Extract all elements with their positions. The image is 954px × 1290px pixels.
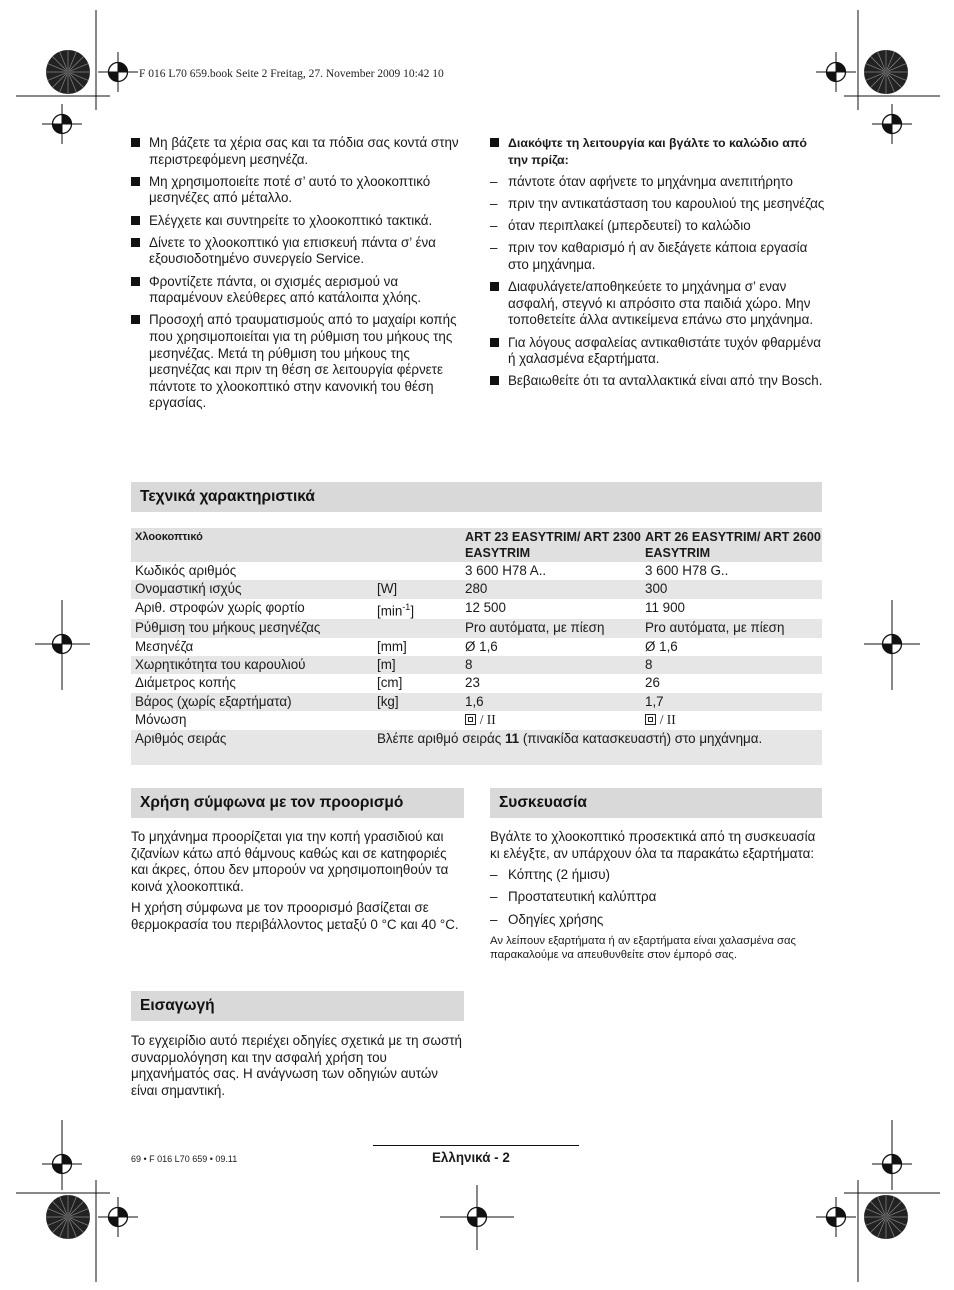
table-row: Κωδικός αριθμός 3 600 H78 A.. 3 600 H78 G.. xyxy=(135,563,729,578)
section-title-tech: Τεχνικά χαρακτηριστικά xyxy=(131,482,822,512)
square-bullet-icon xyxy=(490,282,499,291)
section-title-usage: Χρήση σύμφωνα με τον προορισμό xyxy=(131,788,464,818)
table-header-row xyxy=(131,528,822,562)
square-bullet-icon xyxy=(490,338,499,347)
dash-item: – Οδηγίες χρήσης xyxy=(490,911,604,927)
safety-list-left xyxy=(131,135,466,417)
table-row: Μεσηνέζα [mm] Ø 1,6 Ø 1,6 xyxy=(135,638,678,654)
footer-code: 69 • F 016 L70 659 • 09.11 xyxy=(131,1154,238,1164)
list-item: Για λόγους ασφαλείας αντικαθιστάτε τυχόν φθαρμένα ή χαλασμένα εξαρτήματα. xyxy=(490,335,825,368)
print-header: F 016 L70 659.book Seite 2 Freitag, 27. November 2009 10:42 10 xyxy=(139,68,444,80)
table-header-cell: Χλοοκοπτικό xyxy=(131,528,373,562)
table-row: Αριθμός σειράς Βλέπε αριθμό σειράς 11 (πινακίδα κατασκευαστή) στο μηχάνημα. xyxy=(131,730,822,765)
square-bullet-icon xyxy=(131,238,140,247)
square-bullet-icon xyxy=(490,138,499,147)
intro-text: Το εγχειρίδιο αυτό περιέχει οδηγίες σχετικά με τη σωστή συναρμολόγηση και την ασφαλή χρήση του μηχανήματός σας. Η ανάγνωση των οδηγιών αυτών είναι σημαντική. xyxy=(131,1033,462,1098)
dash-item: – Προστατευτική καλύπτρα xyxy=(490,889,657,905)
section-title-packaging: Συσκευασία xyxy=(490,788,822,818)
table-row: Μόνωση / II / II xyxy=(135,712,676,728)
usage-text: Το μηχάνημα προορίζεται για την κοπή γρασιδιού και ζιζανίων κάτω από θάμνους καθώς και σε κατηφοριές και άκρες, όπου δεν μπορούν να χρησιμοποιηθούν τα κοινά χλοοκοπτικά. Η χρήση σύμφωνα με τον προορισμό βασίζεται σε θερμοκρασία του περιβάλλοντος μεταξύ 0 °C και 40 °C. xyxy=(131,829,459,932)
table-header-cell: ART 26 EASYTRIM/ ART 2600 EASYTRIM xyxy=(641,528,822,562)
square-bullet-icon xyxy=(490,376,499,385)
square-bullet-icon xyxy=(131,177,140,186)
dash-item: – πριν τον καθαρισμό ή αν διεξάγετε κάποια εργασία στο μηχάνημα. xyxy=(490,240,808,272)
protection-class-icon xyxy=(465,714,476,725)
list-item: Διαφυλάγετε/αποθηκεύετε το μηχάνημα σ’ εναν ασφαλή, στεγνό κι απρόσιτο στα παιδιά χώρο. Μην τοποθετείτε άλλα αντικείμενα επάνω στο μηχάνημα. xyxy=(490,279,825,329)
table-row: Διάμετρος κοπής [cm] 23 26 xyxy=(135,675,660,691)
square-bullet-icon xyxy=(131,138,140,147)
list-item: Διακόψτε τη λειτουργία και βγάλτε το καλώδιο από την πρίζα: xyxy=(490,135,825,168)
list-item: Φροντίζετε πάντα, οι σχισμές αερισμού να παραμένουν ελεύθερες από κατάλοιπα χλόης. xyxy=(131,274,466,307)
list-item: Προσοχή από τραυματισμούς από το μαχαίρι κοπής που χρησιμοποιείται για τη ρύθμιση του μήκους της μεσηνέζας. Μετά τη ρύθμιση του μήκους της μεσηνέζας και πριν τη θέση σε λειτουργία φέρνετε πάντοτε το χλοοκοπτικό στην κανονική του θέση εργασίας. xyxy=(131,312,466,412)
spec-table xyxy=(131,528,822,765)
packaging-text: Βγάλτε το χλοοκοπτικό προσεκτικά από τη συσκευασία κι ελέγξτε, αν υπάρχουν όλα τα παρακάτω εξαρτήματα: – Κόπτης (2 ήμισυ) – Προστατευτική καλύπτρα – Οδηγίες χρήσης Αν λείπουν εξαρτήματα ή αν εξαρτήματα είναι χαλασμένα σας παρακαλούμε να απευθυνθείτε στον έμπορό σας. xyxy=(490,829,824,968)
safety-list-right xyxy=(490,135,825,395)
square-bullet-icon xyxy=(131,277,140,286)
section-title-intro: Εισαγωγή xyxy=(131,991,464,1021)
list-item: Ελέγχετε και συντηρείτε το χλοοκοπτικό τακτικά. xyxy=(131,213,466,230)
footer-rule xyxy=(373,1145,579,1146)
table-row: Ρύθμιση του μήκους μεσηνέζας Pro αυτόματα, με πίεση Pro αυτόματα, με πίεση xyxy=(131,619,822,637)
square-bullet-icon xyxy=(131,216,140,225)
list-item: Βεβαιωθείτε ότι τα ανταλλακτικά είναι από την Bosch. xyxy=(490,373,825,390)
list-item: Μη χρησιμοποιείτε ποτέ σ’ αυτό το χλοοκοπτικό μεσηνέζες από μέταλλο. xyxy=(131,174,466,207)
square-bullet-icon xyxy=(131,315,140,324)
table-row: Βάρος (χωρίς εξαρτήματα) [kg] 1,6 1,7 xyxy=(131,693,822,711)
dash-item: – πάντοτε όταν αφήνετε το μηχάνημα ανεπιτήρητο xyxy=(490,173,793,189)
table-row: Χωρητικότητα του καρουλιού [m] 8 8 xyxy=(131,656,822,674)
table-row: Αριθ. στροφών χωρίς φορτίο $[\min^{-1}]$ 12 500 11 900 xyxy=(135,599,685,619)
table-header-cell: ART 23 EASYTRIM/ ART 2300 EASYTRIM xyxy=(461,528,641,562)
protection-class-icon xyxy=(645,714,656,725)
table-row: Ονομαστική ισχύς [W] 280 300 xyxy=(131,580,822,598)
dash-item: – Κόπτης (2 ήμισυ) xyxy=(490,867,610,883)
page-number: Ελληνικά - 2 xyxy=(432,1150,510,1165)
list-item: Μη βάζετε τα χέρια σας και τα πόδια σας κοντά στην περιστρεφόμενη μεσηνέζα. xyxy=(131,135,466,168)
dash-item: – πριν την αντικατάσταση του καρουλιού της μεσηνέζας xyxy=(490,195,825,211)
dash-item: – όταν περιπλακεί (μπερδευτεί) το καλώδιο xyxy=(490,218,751,234)
packaging-note: Αν λείπουν εξαρτήματα ή αν εξαρτήματα είναι χαλασμένα σας παρακαλούμε να απευθυνθείτε στον έμπορό σας. xyxy=(490,934,796,962)
list-item: Δίνετε το χλοοκοπτικό για επισκευή πάντα σ’ ένα εξουσιοδοτημένο συνεργείο Service. xyxy=(131,235,466,268)
